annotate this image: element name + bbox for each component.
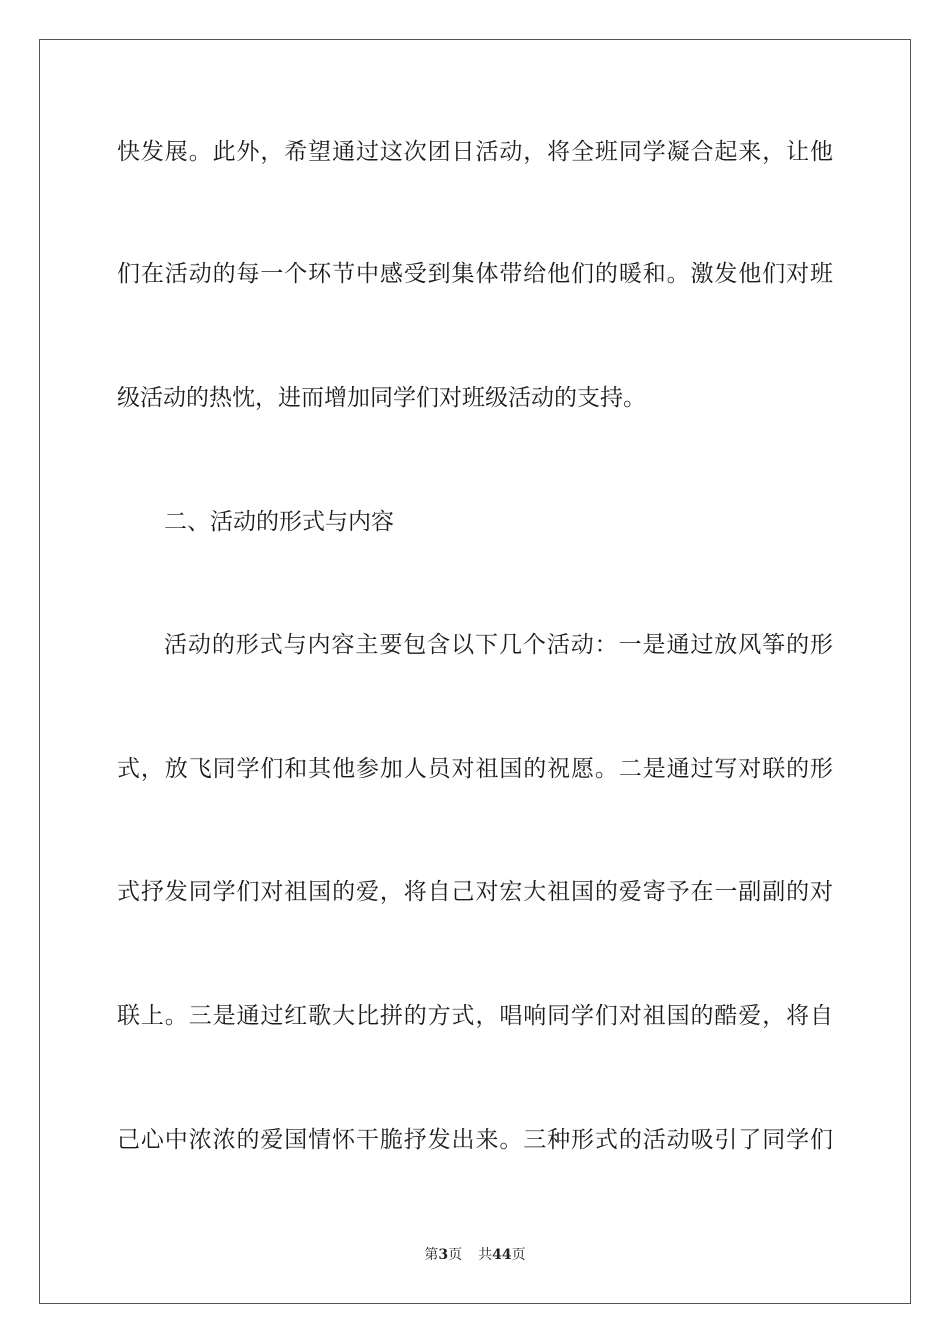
body-text-line: 们在活动的每一个环节中感受到集体带给他们的暖和。激发他们对班 bbox=[117, 261, 833, 287]
body-text-line: 式，放飞同学们和其他参加人员对祖国的祝愿。二是通过写对联的形 bbox=[117, 756, 833, 782]
body-text-line: 级活动的热忱，进而增加同学们对班级活动的支持。 bbox=[117, 385, 646, 411]
body-text-line: 联上。三是通过红歌大比拼的方式，唱响同学们对祖国的酷爱，将自 bbox=[117, 1003, 833, 1029]
page-footer bbox=[0, 1246, 950, 1264]
page-border bbox=[39, 39, 911, 1304]
body-text-line: 己心中浓浓的爱国情怀干脆抒发出来。三种形式的活动吸引了同学们 bbox=[117, 1127, 833, 1153]
page-prefix: 第 bbox=[424, 1247, 439, 1263]
total-suffix: 页 bbox=[511, 1247, 526, 1263]
page-number: 3 bbox=[438, 1247, 449, 1263]
body-text-line: 式抒发同学们对祖国的爱，将自己对宏大祖国的爱寄予在一副副的对 bbox=[117, 879, 833, 905]
body-text-line: 快发展。此外，希望通过这次团日活动，将全班同学凝合起来，让他 bbox=[117, 139, 833, 165]
section-heading: 二、活动的形式与内容 bbox=[164, 509, 394, 535]
page-suffix: 页 bbox=[448, 1247, 463, 1263]
total-prefix: 共 bbox=[478, 1247, 493, 1263]
body-text-line: 活动的形式与内容主要包含以下几个活动：一是通过放风筝的形 bbox=[164, 632, 833, 658]
total-pages: 44 bbox=[492, 1247, 512, 1263]
